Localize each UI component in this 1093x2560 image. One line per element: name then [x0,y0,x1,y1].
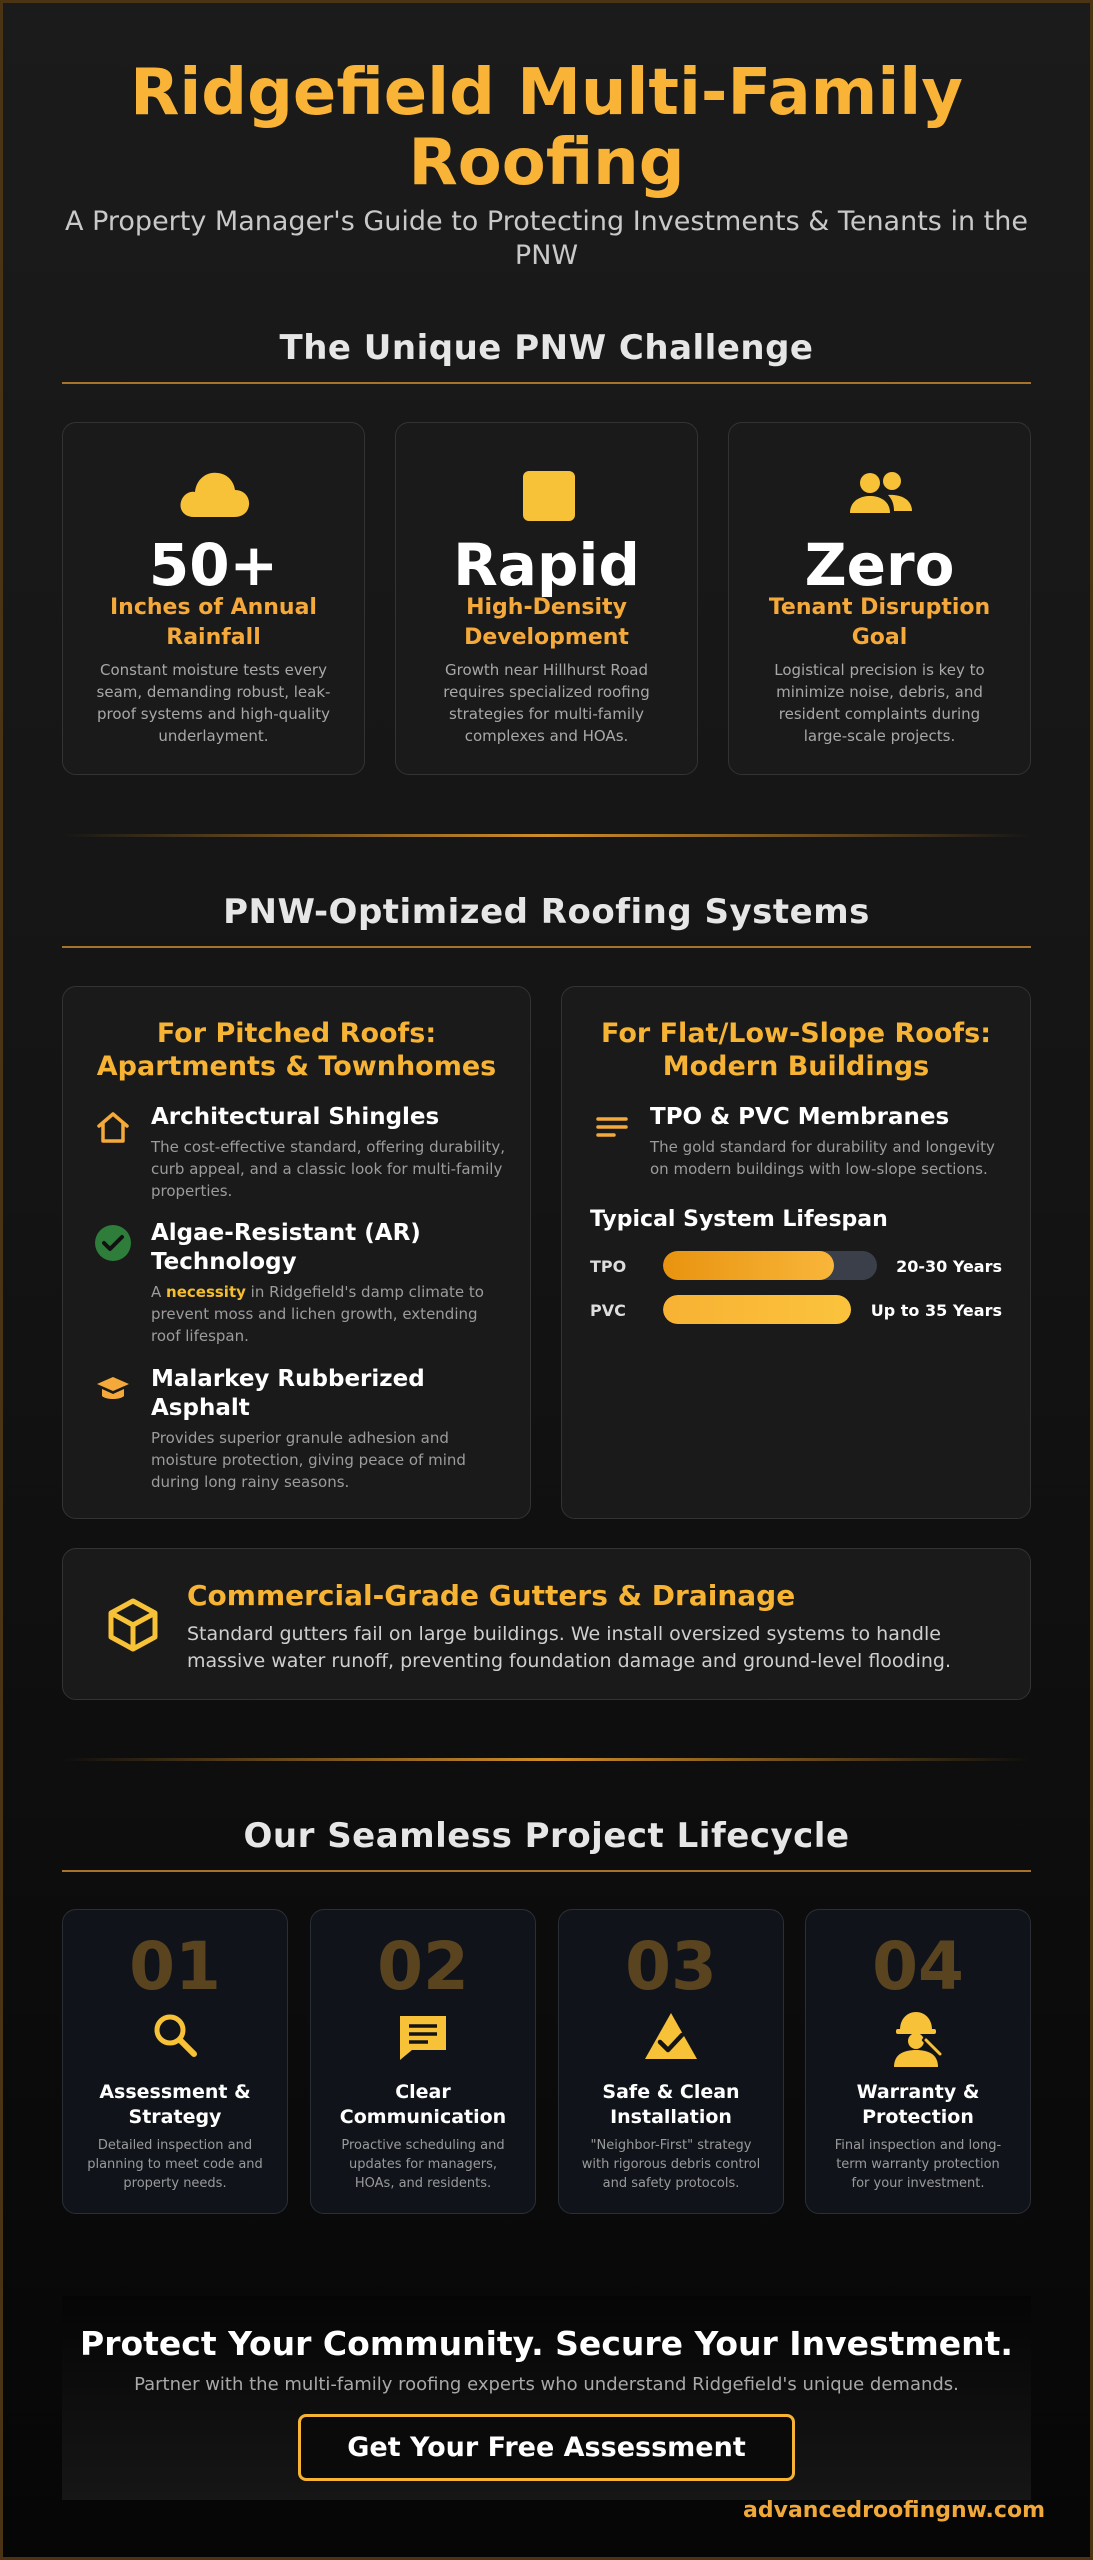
lifecycle-heading: Our Seamless Project Lifecycle [243,1816,850,1856]
challenge-big-value: Zero [804,531,955,599]
section-divider [62,1758,1031,1761]
cta-subtitle: Partner with the multi-family roofing experts who understand Ridgefield's unique demands. [134,2374,959,2395]
lifespan-fill [663,1295,851,1324]
feature-algae-resistant [93,1219,506,1347]
challenge-label: Tenant Disruption Goal [768,595,991,650]
cloud-icon [63,463,364,527]
house-icon [93,1107,133,1147]
challenge-heading: The Unique PNW Challenge [279,328,814,368]
worker-icon [806,2010,1030,2070]
challenge-desc: Logistical precision is key to minimize noise, debris, and resident complaints during large-scale projects. [774,661,985,745]
step-title: Warranty & Protection [856,2081,980,2128]
feature-desc: The cost-effective standard, offering durability, curb appeal, and a classic look for multi-family properties. [151,1138,506,1200]
lifespan-title: Typical System Lifespan [590,1207,888,1232]
free-assessment-button[interactable]: Get Your Free Assessment [298,2414,795,2481]
lifecycle-step-2 [310,1909,536,2214]
cta-title: Protect Your Community. Secure Your Investment. [80,2324,1013,2363]
challenge-label: High-Density Development [464,595,629,650]
step-number: 04 [872,1928,964,2005]
feature-title: Architectural Shingles [151,1104,440,1130]
lifespan-row-pvc [590,1295,1002,1325]
flat-roofs-card [561,986,1031,1519]
pitched-roofs-card [62,986,531,1519]
feature-title: Algae-Resistant (AR) Technology [151,1220,421,1275]
pitched-roofs-heading: For Pitched Roofs: Apartments & Townhomes [96,1018,497,1082]
challenge-desc: Growth near Hillhurst Road requires specialized roofing strategies for multi-family complexes and HOAs. [443,661,650,745]
step-title: Assessment & Strategy [99,2081,251,2128]
feature-title: TPO & PVC Membranes [650,1104,950,1130]
lifecycle-step-3 [558,1909,784,2214]
check-circle-icon [93,1223,133,1263]
lines-icon [592,1107,632,1147]
footer-url-link[interactable]: advancedroofingnw.com [743,2498,1045,2523]
magnifier-icon [63,2010,287,2070]
page-subtitle: A Property Manager's Guide to Protecting Investments & Tenants in the PNW [65,206,1028,271]
lifecycle-rule [62,1870,1031,1872]
step-number: 01 [129,1928,221,2005]
layers-icon [93,1369,133,1409]
challenge-card-development [395,422,698,775]
step-desc: Final inspection and long-term warranty protection for your investment. [834,2138,1002,2191]
step-desc: Detailed inspection and planning to meet code and property needs. [87,2138,263,2191]
cta-section [62,2296,1031,2500]
step-title: Safe & Clean Installation [602,2081,740,2128]
feature-desc: The gold standard for durability and longevity on modern buildings with low-slope sections. [650,1138,995,1178]
lifespan-track [663,1251,877,1280]
flat-roofs-heading: For Flat/Low-Slope Roofs: Modern Buildings [601,1018,991,1082]
feature-desc-pre: A [151,1283,167,1301]
lifespan-track [663,1295,877,1324]
challenge-card-rainfall [62,422,365,775]
section-divider [62,834,1031,837]
gutters-banner [62,1548,1031,1700]
feature-desc-post: in Ridgefield's damp climate to prevent moss and lichen growth, extending roof lifespan. [151,1283,484,1345]
step-number: 03 [625,1928,717,2005]
feature-malarkey [93,1365,506,1493]
gutters-desc: Standard gutters fail on large buildings. We install oversized systems to handle massive water runoff, preventing foundation damage and ground-level flooding. [187,1623,952,1672]
lifespan-row-tpo [590,1251,1002,1281]
lifespan-name: TPO [590,1257,627,1276]
lifespan-name: PVC [590,1301,626,1320]
step-title: Clear Communication [339,2081,507,2128]
challenge-big-value: 50+ [148,531,279,599]
systems-rule [62,946,1031,948]
gutters-title: Commercial-Grade Gutters & Drainage [187,1579,796,1612]
lifecycle-step-1 [62,1909,288,2214]
step-desc: Proactive scheduling and updates for managers, HOAs, and residents. [341,2138,505,2191]
challenge-card-disruption [728,422,1031,775]
feature-desc [151,1281,506,1347]
feature-title: Malarkey Rubberized Asphalt [151,1366,425,1421]
warning-check-icon [559,2010,783,2070]
systems-heading: PNW-Optimized Roofing Systems [223,892,870,932]
step-desc: "Neighbor-First" strategy with rigorous debris control and safety protocols. [581,2138,761,2191]
challenge-big-value: Rapid [453,531,640,599]
lifecycle-step-4 [805,1909,1031,2214]
lifespan-value: 20-30 Years [896,1257,1002,1276]
page-title: Ridgefield Multi-Family Roofing [130,56,963,200]
feature-desc: Provides superior granule adhesion and moisture protection, giving peace of mind during long rainy seasons. [151,1429,466,1491]
step-number: 02 [377,1928,469,2005]
lifespan-fill [663,1251,834,1280]
feature-tpo-pvc [592,1103,1006,1180]
chat-icon [311,2010,535,2070]
people-icon [729,463,1030,527]
feature-desc-highlight: necessity [166,1283,246,1301]
challenge-rule [62,382,1031,384]
challenge-desc: Constant moisture tests every seam, demanding robust, leak-proof systems and high-quality underlayment. [96,661,331,745]
lifespan-value: Up to 35 Years [870,1301,1002,1320]
feature-architectural-shingles [93,1103,506,1202]
cube-icon [101,1593,165,1657]
building-block-icon [396,463,697,527]
challenge-label: Inches of Annual Rainfall [110,595,317,650]
